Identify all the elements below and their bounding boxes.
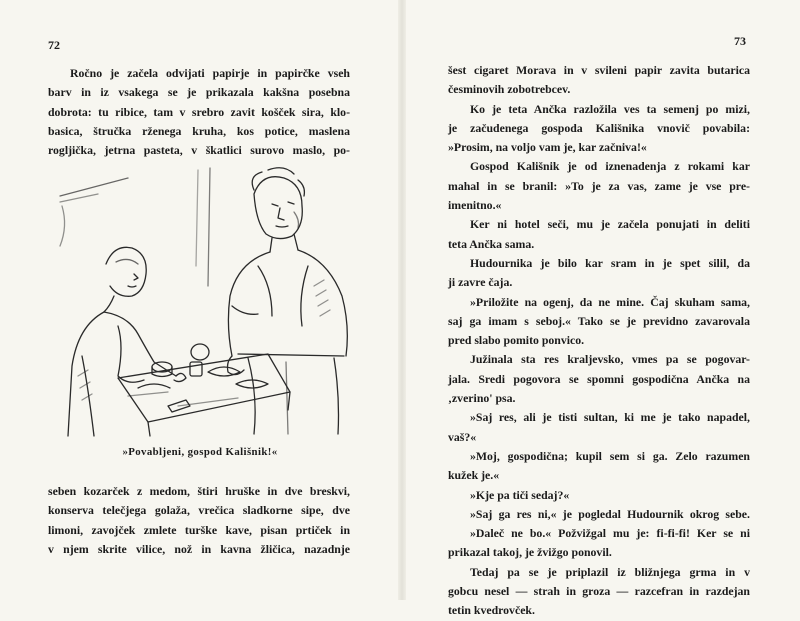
text-line: Južinala sta res kraljevsko, vmes pa se pogovar-	[470, 352, 750, 367]
text-line: jala. Sredi pogovora se spomni gospodična Ančka na	[448, 371, 750, 386]
text-line: »Priložite na ogenj, da ne mine. Čaj skuham sama,	[470, 294, 750, 309]
text-line: »Prosim, na voljo vam je, kar začniva!«	[448, 140, 647, 155]
text-line: v njem skrite vilice, nož in kavna žličica, nazadnje	[48, 541, 350, 556]
text-line: barv in iz vsakega se je prikazala kakšna posebna	[48, 85, 350, 100]
text-line: basica, štručka rženega kruha, kos potice, maslena	[48, 123, 350, 138]
right-page	[404, 0, 800, 618]
text-line: Gospod Kališnik je od iznenadenja z rokami kar	[470, 159, 750, 174]
text-line: gobcu nesel — strah in groza — razcefran in razdejan	[448, 584, 750, 599]
text-line: ‚zverino' psa.	[448, 391, 516, 406]
text-line: vaš?«	[448, 429, 477, 444]
right-text	[448, 61, 750, 621]
text-line: »Saj ga res ni,« je pogledal Hudournik okrog sebe.	[470, 506, 750, 521]
text-line: dobrota: tu ribice, tam v srebro zavit košček sira, klo-	[48, 104, 350, 119]
text-line: »Kje pa tiči sedaj?«	[470, 487, 570, 502]
left-bottom-paragraph	[48, 482, 350, 559]
text-line: kužek je.«	[448, 468, 500, 483]
illustration-caption: »Povabljeni, gospod Kališnik!«	[122, 446, 278, 458]
text-line: ji zavre čaja.	[448, 275, 513, 290]
text-line: rogljička, jetrna pasteta, v škatlici surovo maslo, po-	[48, 143, 350, 158]
text-line: konserva telečjega golaža, vrečica sladkorne sipe, dve	[48, 503, 350, 518]
text-line: limoni, zavojček zmlete turške kave, pisan prtiček in	[48, 522, 350, 537]
text-line: mahal in se branil: »To je za vas, zame je vse pre-	[448, 178, 750, 193]
text-line: Ker ni hotel seči, mu je začela ponujati in deliti	[470, 217, 750, 232]
illustration	[58, 166, 354, 438]
text-line: pred slabo pomito ponvico.	[448, 333, 585, 348]
text-line: »Moj, gospodična; kupil sem si ga. Zelo razumen	[470, 448, 750, 463]
page-number-left: 72	[48, 38, 60, 52]
left-page	[0, 0, 400, 600]
text-line: »Saj res, ali je tisti sultan, ki me je tako napadel,	[470, 410, 750, 425]
left-top-paragraph	[48, 64, 350, 160]
text-line: Tedaj pa se je priplazil iz bližnjega grma in v	[470, 564, 750, 579]
text-line: teta Ančka sama.	[448, 236, 535, 251]
text-line: tetin kvedrovček.	[448, 603, 535, 618]
text-line: »Daleč ne bo.« Požvižgal mu je: fi-fi-fi! Ker se ni	[470, 526, 750, 541]
text-line: Ročno je začela odvijati papirje in papirčke vseh	[70, 66, 350, 80]
text-line: česminovih zobotrebcev.	[448, 82, 571, 97]
text-line: Ko je teta Ančka razložila ves ta semenj po mizi,	[470, 101, 750, 116]
text-line: šest cigaret Morava in v svileni papir zavita butarica	[448, 63, 750, 77]
text-line: seben kozarček z medom, štiri hruške in dve breskvi,	[48, 484, 350, 498]
text-line: prikazal takoj, je žvižgo ponovil.	[448, 545, 612, 560]
text-line: imenitno.«	[448, 198, 502, 213]
page-number-right: 73	[734, 34, 746, 48]
text-line: je začudenega gospoda Kališnika vnovič povabila:	[448, 120, 750, 135]
text-line: Hudournika je bilo kar sram in je spet silil, da	[470, 255, 750, 270]
text-line: saj ga imam s seboj.« Tako se je previdno zavarovala	[448, 313, 750, 328]
